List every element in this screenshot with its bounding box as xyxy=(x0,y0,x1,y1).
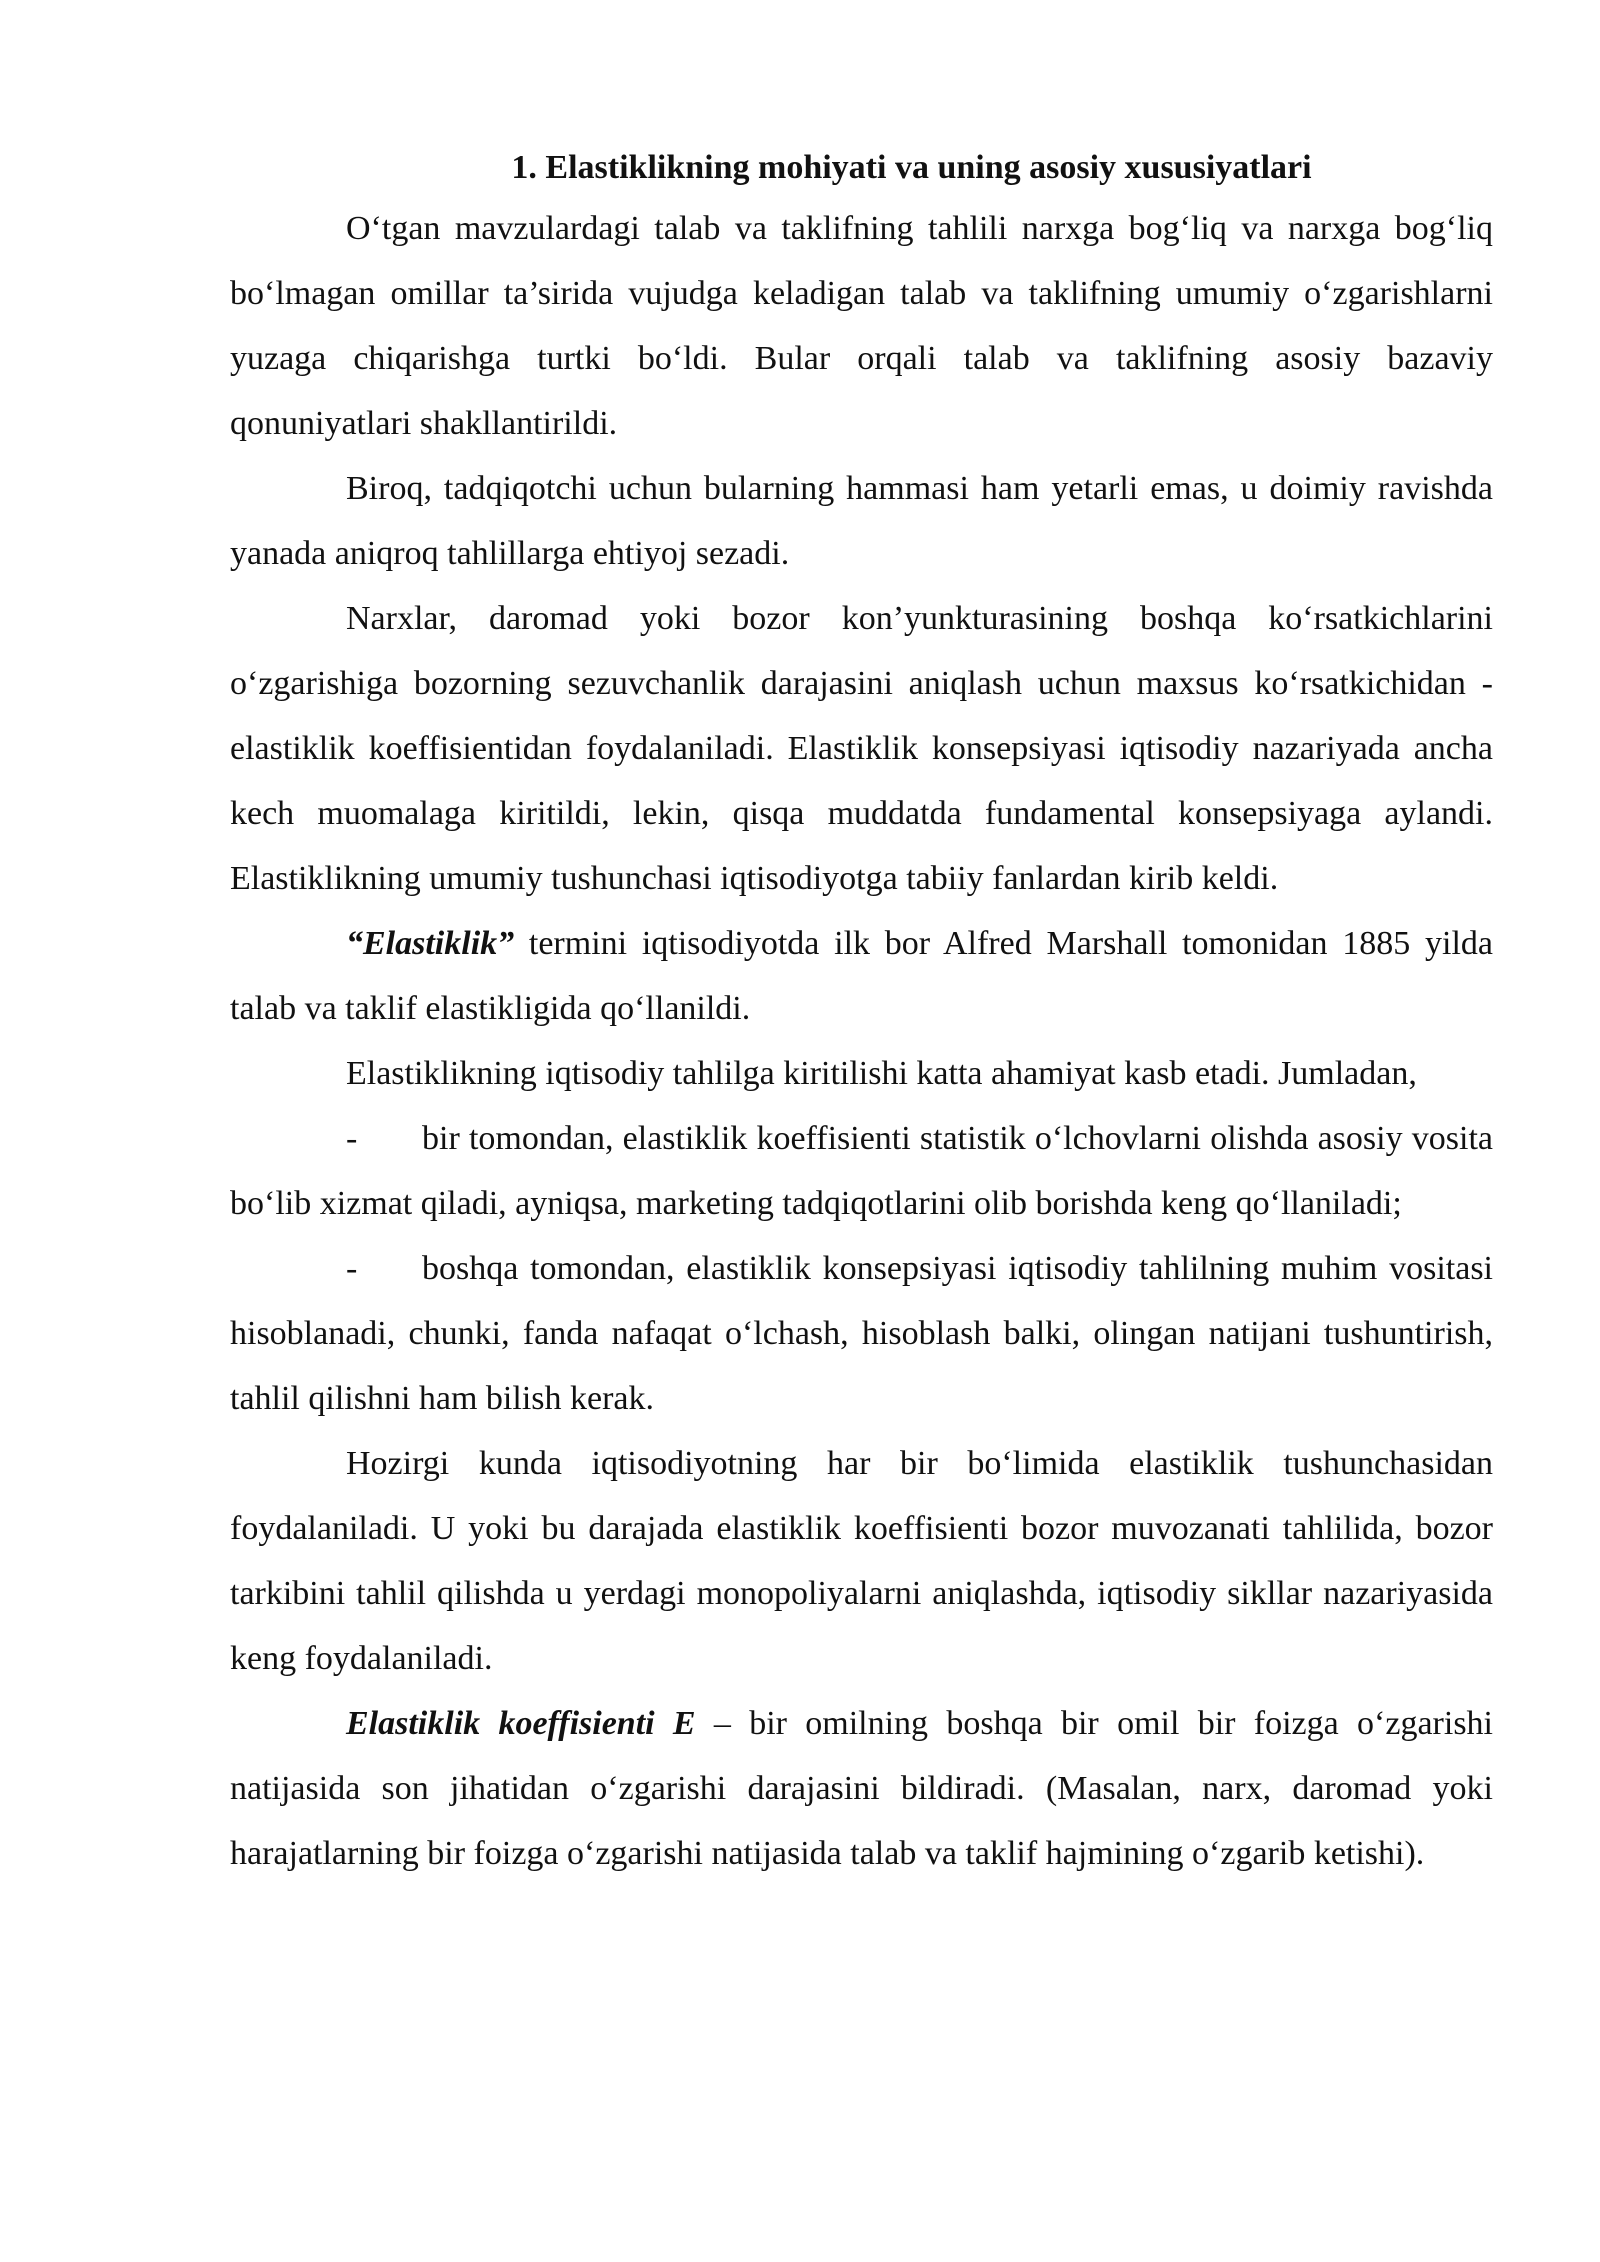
list-item-2-text: boshqa tomondan, elastiklik konsepsiyasi iqtisodiy tahlilning muhim vositasi hisoblanadi, chunki, fanda nafaqat o‘lchash, hisoblash balki, olingan natijani tushuntirish, tahlil qilishni ham bilish kerak. xyxy=(230,1250,1493,1418)
paragraph-6: Hozirgi kunda iqtisodiyotning har bir bo‘limida elastiklik tushunchasidan foydalaniladi. U yoki bu darajada elastiklik koeffisienti bozor muvozanati tahlilida, bozor tarkibini tahlil qilishda u yerdagi monopoliyalarni aniqlashda, iqtisodiy sikllar nazariyasida keng foydalaniladi. xyxy=(230,1445,1493,1678)
coefficient-term: Elastiklik koeffisienti E xyxy=(346,1705,696,1743)
paragraph-7-text: – bir omilning boshqa bir omil bir foizga o‘zgarishi natijasida son jihatidan o‘zgarishi darajasini bildiradi. (Masalan, narx, daromad yoki harajatlarning bir foizga o‘zgarishi natijasida talab va taklif hajmining o‘zgarib ketishi). xyxy=(230,1705,1493,1873)
paragraph-4-text: termini iqtisodiyotda ilk bor Alfred Marshall tomonidan 1885 yilda talab va taklif elastikligida qo‘llanildi. xyxy=(230,925,1493,1028)
paragraph-5: Elastiklikning iqtisodiy tahlilga kiritilishi katta ahamiyat kasb etadi. Jumladan, xyxy=(346,1055,1417,1093)
paragraph-2: Biroq, tadqiqotchi uchun bularning hammasi ham yetarli emas, u doimiy ravishda yanada aniqroq tahlillarga ehtiyoj sezadi. xyxy=(230,470,1493,573)
list-marker: - xyxy=(346,1120,358,1158)
paragraph-7 xyxy=(230,1691,1493,1886)
list-marker: - xyxy=(346,1250,358,1288)
paragraph-3: Narxlar, daromad yoki bozor kon’yunkturasining boshqa ko‘rsatkichlarini o‘zgarishiga bozorning sezuvchanlik darajasini aniqlash uchun maxsus ko‘rsatkichidan - elastiklik koeffisientidan foydalaniladi. Elastiklik konsepsiyasi iqtisodiy nazariyada ancha kech muomalaga kiritildi, lekin, qisqa muddatda fundamental konsepsiyaga aylandi. Elastiklikning umumiy tushunchasi iqtisodiyotga tabiiy fanlardan kirib keldi. xyxy=(230,600,1493,898)
list-item-2 xyxy=(230,1236,1493,1431)
elastiklik-term: “Elastiklik” xyxy=(346,925,515,963)
list-item-1-text: bir tomondan, elastiklik koeffisienti statistik o‘lchovlarni olishda asosiy vosita bo‘lib xizmat qiladi, ayniqsa, marketing tadqiqotlarini olib borishda keng qo‘llaniladi; xyxy=(230,1120,1493,1223)
paragraph-1: O‘tgan mavzulardagi talab va taklifning tahlili narxga bog‘liq va narxga bog‘liq bo‘lmagan omillar ta’sirida vujudga keladigan talab va taklifning umumiy o‘zgarishlarni yuzaga chiqarishga turtki bo‘ldi. Bular orqali talab va taklifning asosiy bazaviy qonuniyatlari shakllantirildi. xyxy=(230,210,1493,443)
paragraph-4 xyxy=(230,911,1493,1041)
section-heading: 1. Elastiklikning mohiyati va uning asosiy xususiyatlari xyxy=(511,149,1312,186)
list-item-1 xyxy=(230,1106,1493,1236)
